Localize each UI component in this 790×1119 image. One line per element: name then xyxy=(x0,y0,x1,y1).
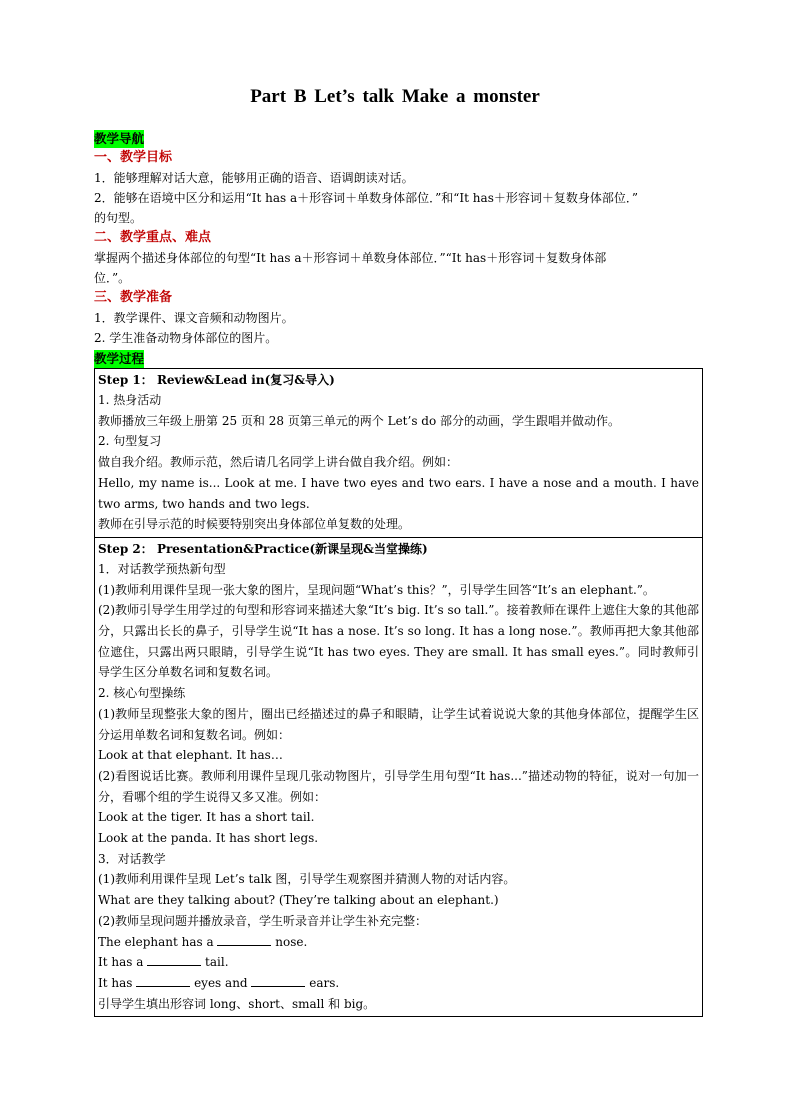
step-line: 3．对话教学 xyxy=(98,851,166,866)
answer-blank xyxy=(147,953,201,966)
fill-line-2 xyxy=(98,952,699,973)
goals-item: 的句型。 xyxy=(94,211,143,225)
step-line: 2. 核心句型操练 xyxy=(98,686,186,701)
process-table xyxy=(94,368,703,1017)
table-row xyxy=(95,537,703,1016)
step-line: Look at the panda. It has short legs. xyxy=(98,831,319,846)
focus-item: 掌握两个描述身体部位的句型“It has a＋形容词＋单数身体部位．”“It has＋形容词＋复数身体部 xyxy=(94,251,607,265)
fill-text: ears. xyxy=(309,975,340,990)
step-line: Look at that elephant. It has… xyxy=(98,748,283,763)
document-body xyxy=(94,128,706,1017)
step-line: (1)教师呈现整张大象的图片，圈出已经描述过的鼻子和眼睛，让学生试着说说大象的其他身体部位，提醒学生区分运用单数名词和复数名词。例如： xyxy=(98,706,699,742)
nav-label: 教学导航 xyxy=(94,131,145,146)
answer-blank xyxy=(251,974,305,987)
step-line: (1)教师利用课件呈现一张大象的图片，呈现问题“What’s this？”，引导学生回答“It’s an elephant.”。 xyxy=(98,582,655,597)
focus-item: 位．”。 xyxy=(94,271,131,285)
step-line: 做自我介绍。教师示范，然后请几名同学上讲台做自我介绍。例如： xyxy=(98,455,459,470)
answer-blank xyxy=(136,974,190,987)
step-line: 引导学生填出形容词 long、short、small 和 big。 xyxy=(98,996,376,1011)
process-label: 教学过程 xyxy=(94,351,145,366)
step-line: 教师在引导示范的时候要特别突出身体部位单复数的处理。 xyxy=(98,517,411,532)
step-1-cell xyxy=(95,369,703,538)
fill-text: The elephant has a xyxy=(98,934,214,949)
step-1-heading: Step 1： Review&Lead in(复习&导入) xyxy=(98,373,335,387)
prep-item: 2. 学生准备动物身体部位的图片。 xyxy=(94,331,278,345)
fill-text: nose. xyxy=(275,934,308,949)
step-line: (1)教师利用课件呈现 Let’s talk 图，引导学生观察图并猜测人物的对话内容。 xyxy=(98,872,516,887)
fill-text: tail. xyxy=(205,955,229,970)
table-row xyxy=(95,369,703,538)
step-2-heading: Step 2： Presentation&Practice(新课呈现&当堂操练) xyxy=(98,541,428,556)
goals-item: 1．能够理解对话大意，能够用正确的语音、语调朗读对话。 xyxy=(94,171,414,185)
fill-text: It has a xyxy=(98,955,144,970)
step-line: What are they talking about? (They’re talking about an elephant.) xyxy=(98,893,499,908)
step-line: 教师播放三年级上册第 25 页和 28 页第三单元的两个 Let’s do 部分的动画，学生跟唱并做动作。 xyxy=(98,413,621,428)
focus-heading: 二、教学重点、难点 xyxy=(94,230,212,245)
step-line: 1．对话教学预热新句型 xyxy=(98,561,226,576)
goals-heading: 一、教学目标 xyxy=(94,150,173,165)
page-title: Part B Let’s talk Make a monster xyxy=(250,86,540,107)
fill-text: eyes and xyxy=(194,975,248,990)
step-line: (2)看图说话比赛。教师利用课件呈现几张动物图片，引导学生用句型“It has...”描述动物的特征，说对一句加一分，看哪个组的学生说得又多又准。例如： xyxy=(98,768,699,804)
step-line: Look at the tiger. It has a short tail. xyxy=(98,810,315,825)
fill-line-1 xyxy=(98,932,699,953)
step-line: (2)教师呈现问题并播放录音，学生听录音并让学生补充完整： xyxy=(98,913,428,928)
step-2-cell xyxy=(95,537,703,1016)
step-line: (2)教师引导学生用学过的句型和形容词来描述大象“It’s big. It’s so tall.”。接着教师在课件上遮住大象的其他部分，只露出长长的鼻子，引导学生说“It has a nose. It’s so long. It has a long nose.”。教师再把大象其他部位遮住，只露出两只眼睛，引导学生说“It has two eyes. They are small. It has small eyes.”。同时教师引导学生区分单数名词和复数名词。 xyxy=(98,603,699,680)
step-line: Hello, my name is... Look at me. I have two eyes and two ears. I have a nose and a mouth. I have two arms, two hands and two legs. xyxy=(98,475,699,511)
step-line: 2. 句型复习 xyxy=(98,434,162,449)
prep-heading: 三、教学准备 xyxy=(94,290,173,305)
prep-item: 1．教学课件、课文音频和动物图片。 xyxy=(94,311,294,325)
goals-item: 2．能够在语境中区分和运用“It has a＋形容词＋单数身体部位．”和“It has＋形容词＋复数身体部位．” xyxy=(94,191,638,205)
answer-blank xyxy=(217,933,271,946)
fill-line-3 xyxy=(98,973,699,994)
fill-text: It has xyxy=(98,975,133,990)
step-line: 1. 热身活动 xyxy=(98,393,162,407)
